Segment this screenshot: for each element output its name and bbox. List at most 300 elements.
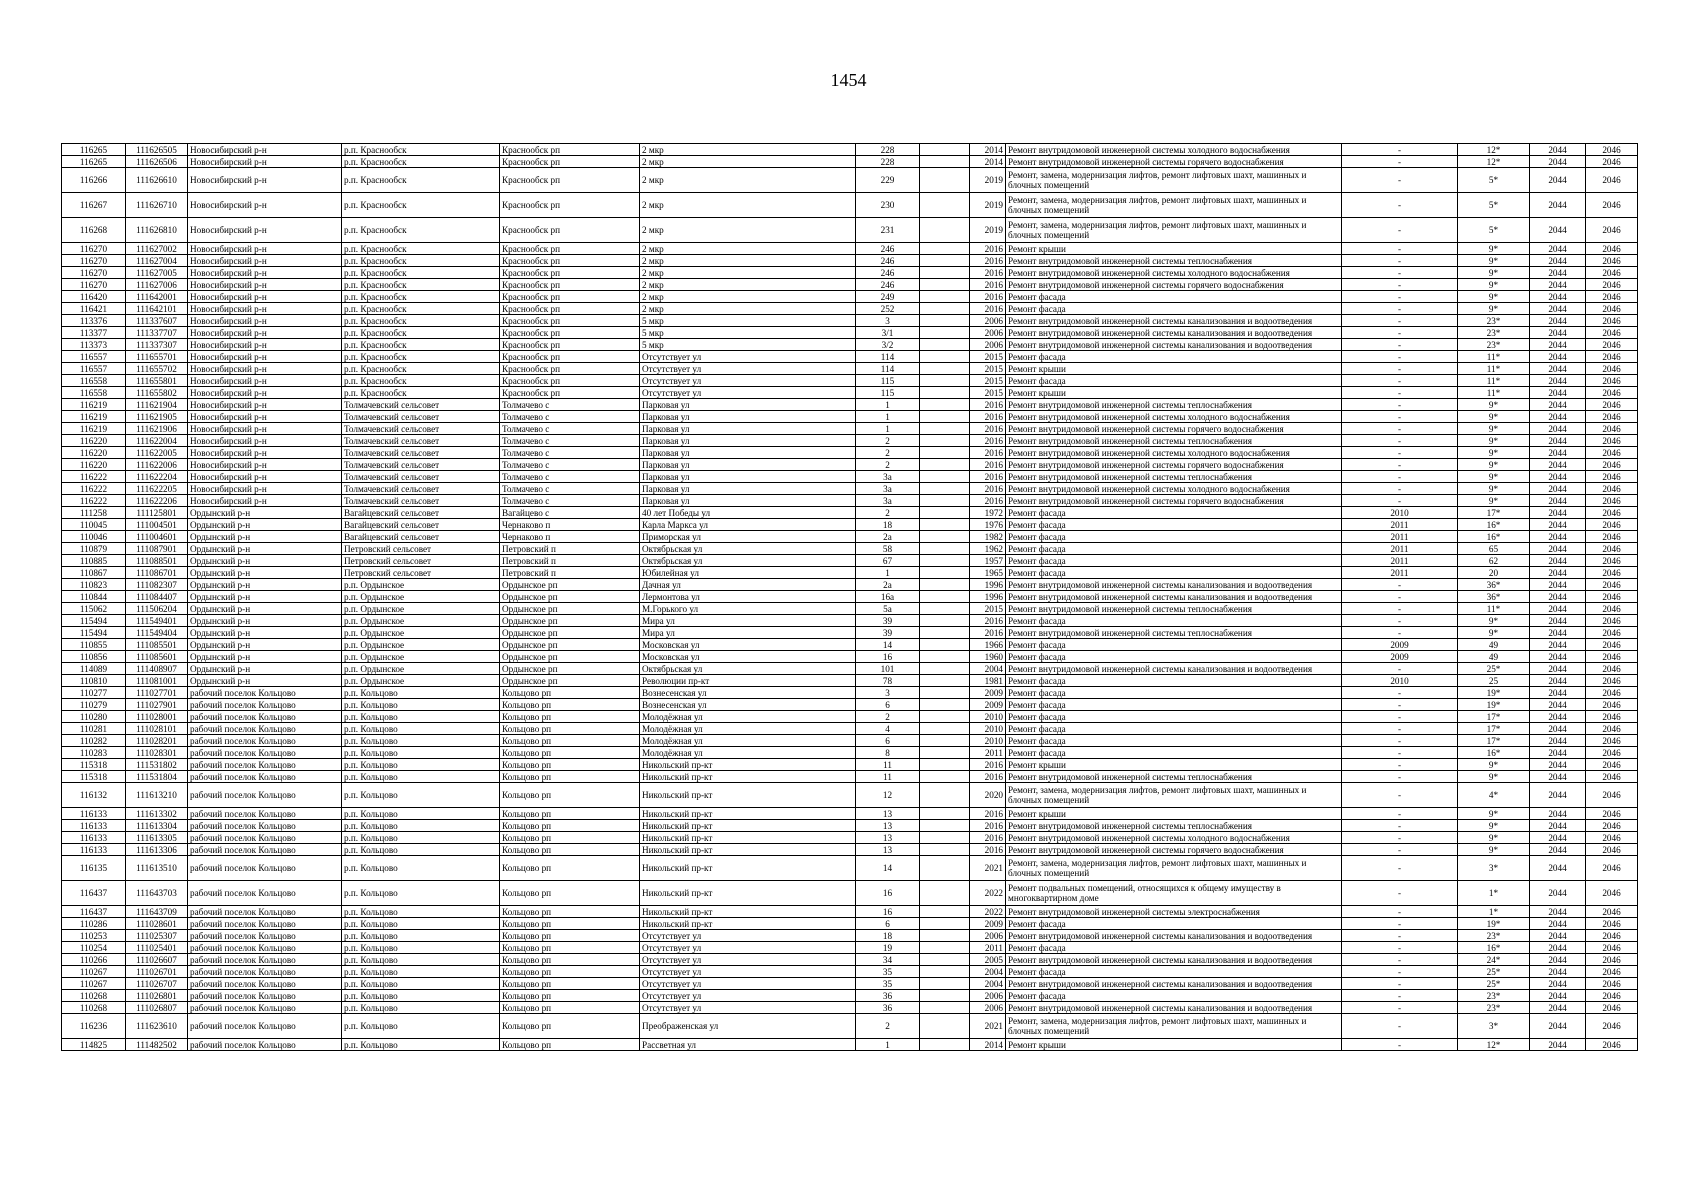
wear-cell: 16* [1458,942,1530,954]
house-number-cell: 3/1 [856,327,920,339]
building-cell [920,651,970,663]
municipality-cell: р.п. Краснообск [342,363,500,375]
district-cell: рабочий поселок Кольцово [188,966,342,978]
wear-cell: 3* [1458,1014,1530,1039]
municipality-cell: Вагайцевский сельсовет [342,507,500,519]
street-cell: Никольский пр-кт [640,771,856,783]
end-year-cell: 2046 [1586,699,1638,711]
street-cell: 2 мкр [640,168,856,193]
settlement-cell: Кольцово рп [500,771,640,783]
municipality-cell: р.п. Ордынское [342,627,500,639]
year-cell: 2004 [970,663,1006,675]
end-year-cell: 2046 [1586,435,1638,447]
year-cell: 2016 [970,423,1006,435]
year-cell: 2016 [970,771,1006,783]
end-year-cell: 2046 [1586,363,1638,375]
element-id-cell: 111086701 [126,567,188,579]
work-type-cell: Ремонт внутридомовой инженерной системы канализования и водоотведения [1006,591,1342,603]
building-cell [920,906,970,918]
municipality-cell: р.п. Кольцово [342,699,500,711]
street-cell: 5 мкр [640,339,856,351]
settlement-cell: Кольцово рп [500,747,640,759]
building-cell [920,832,970,844]
last-repair-year-cell: - [1342,615,1458,627]
end-year-cell: 2046 [1586,1014,1638,1039]
house-number-cell: 228 [856,144,920,156]
settlement-cell: Петровский п [500,543,640,555]
house-id-cell: 116265 [62,156,126,168]
municipality-cell: Толмачевский сельсовет [342,399,500,411]
house-id-cell: 115062 [62,603,126,615]
element-id-cell: 111622204 [126,471,188,483]
street-cell: Отсутствует ул [640,351,856,363]
settlement-cell: Кольцово рп [500,930,640,942]
house-id-cell: 116219 [62,399,126,411]
table-row [62,1014,1638,1039]
building-cell [920,243,970,255]
house-id-cell: 116437 [62,906,126,918]
last-repair-year-cell: - [1342,627,1458,639]
start-year-cell: 2044 [1530,1002,1586,1014]
house-number-cell: 19 [856,942,920,954]
work-type-cell: Ремонт внутридомовой инженерной системы горячего водоснабжения [1006,459,1342,471]
year-cell: 2016 [970,435,1006,447]
municipality-cell: р.п. Кольцово [342,771,500,783]
year-cell: 2015 [970,387,1006,399]
building-cell [920,978,970,990]
element-id-cell: 111081001 [126,675,188,687]
year-cell: 1981 [970,675,1006,687]
house-number-cell: 115 [856,375,920,387]
end-year-cell: 2046 [1586,918,1638,930]
municipality-cell: р.п. Краснообск [342,339,500,351]
district-cell: Новосибирский р-н [188,327,342,339]
house-number-cell: 228 [856,156,920,168]
end-year-cell: 2046 [1586,471,1638,483]
settlement-cell: Кольцово рп [500,906,640,918]
municipality-cell: Толмачевский сельсовет [342,435,500,447]
house-number-cell: 78 [856,675,920,687]
settlement-cell: Краснообск рп [500,327,640,339]
work-type-cell: Ремонт внутридомовой инженерной системы горячего водоснабжения [1006,844,1342,856]
work-type-cell: Ремонт фасада [1006,942,1342,954]
end-year-cell: 2046 [1586,193,1638,218]
end-year-cell: 2046 [1586,168,1638,193]
start-year-cell: 2044 [1530,687,1586,699]
last-repair-year-cell: - [1342,930,1458,942]
end-year-cell: 2046 [1586,832,1638,844]
work-type-cell: Ремонт внутридомовой инженерной системы канализования и водоотведения [1006,579,1342,591]
element-id-cell: 111026807 [126,1002,188,1014]
building-cell [920,507,970,519]
street-cell: Отсутствует ул [640,990,856,1002]
start-year-cell: 2044 [1530,243,1586,255]
district-cell: Новосибирский р-н [188,471,342,483]
house-id-cell: 110279 [62,699,126,711]
last-repair-year-cell: - [1342,881,1458,906]
last-repair-year-cell: - [1342,459,1458,471]
table-row [62,699,1638,711]
start-year-cell: 2044 [1530,483,1586,495]
district-cell: Ордынский р-н [188,627,342,639]
house-number-cell: 14 [856,639,920,651]
last-repair-year-cell: - [1342,711,1458,723]
last-repair-year-cell: 2010 [1342,507,1458,519]
settlement-cell: Краснообск рп [500,144,640,156]
start-year-cell: 2044 [1530,699,1586,711]
district-cell: Новосибирский р-н [188,495,342,507]
building-cell [920,990,970,1002]
end-year-cell: 2046 [1586,603,1638,615]
house-id-cell: 116270 [62,267,126,279]
street-cell: Московская ул [640,651,856,663]
building-cell [920,291,970,303]
start-year-cell: 2044 [1530,639,1586,651]
table-body [62,144,1638,1051]
street-cell: 2 мкр [640,144,856,156]
street-cell: Парковая ул [640,459,856,471]
end-year-cell: 2046 [1586,327,1638,339]
district-cell: Ордынский р-н [188,651,342,663]
start-year-cell: 2044 [1530,567,1586,579]
district-cell: Новосибирский р-н [188,375,342,387]
table-row [62,435,1638,447]
last-repair-year-cell: - [1342,747,1458,759]
table-row [62,711,1638,723]
table-row [62,723,1638,735]
element-id-cell: 111655701 [126,351,188,363]
municipality-cell: р.п. Ордынское [342,615,500,627]
house-number-cell: 230 [856,193,920,218]
settlement-cell: Кольцово рп [500,844,640,856]
house-id-cell: 110280 [62,711,126,723]
municipality-cell: р.п. Кольцово [342,856,500,881]
house-number-cell: 2 [856,711,920,723]
district-cell: Новосибирский р-н [188,218,342,243]
building-cell [920,1039,970,1051]
element-id-cell: 111643703 [126,881,188,906]
wear-cell: 9* [1458,627,1530,639]
element-id-cell: 111627006 [126,279,188,291]
start-year-cell: 2044 [1530,579,1586,591]
building-cell [920,723,970,735]
house-number-cell: 58 [856,543,920,555]
work-type-cell: Ремонт фасада [1006,675,1342,687]
table-row [62,918,1638,930]
table-row [62,519,1638,531]
table-row [62,543,1638,555]
settlement-cell: Кольцово рп [500,978,640,990]
district-cell: рабочий поселок Кольцово [188,699,342,711]
work-type-cell: Ремонт фасада [1006,555,1342,567]
municipality-cell: р.п. Кольцово [342,759,500,771]
wear-cell: 16* [1458,531,1530,543]
element-id-cell: 111085501 [126,639,188,651]
wear-cell: 17* [1458,711,1530,723]
last-repair-year-cell: - [1342,243,1458,255]
building-cell [920,856,970,881]
table-row [62,856,1638,881]
element-id-cell: 111621904 [126,399,188,411]
end-year-cell: 2046 [1586,555,1638,567]
house-id-cell: 116132 [62,783,126,808]
street-cell: Отсутствует ул [640,363,856,375]
municipality-cell: Петровский сельсовет [342,555,500,567]
settlement-cell: Краснообск рп [500,315,640,327]
district-cell: Новосибирский р-н [188,168,342,193]
last-repair-year-cell: - [1342,495,1458,507]
house-id-cell: 116558 [62,387,126,399]
settlement-cell: Ордынское рп [500,579,640,591]
last-repair-year-cell: - [1342,832,1458,844]
municipality-cell: р.п. Кольцово [342,906,500,918]
table-row [62,255,1638,267]
building-cell [920,447,970,459]
work-type-cell: Ремонт фасада [1006,303,1342,315]
district-cell: рабочий поселок Кольцово [188,747,342,759]
end-year-cell: 2046 [1586,156,1638,168]
element-id-cell: 111626506 [126,156,188,168]
district-cell: Ордынский р-н [188,663,342,675]
building-cell [920,942,970,954]
house-number-cell: 252 [856,303,920,315]
end-year-cell: 2046 [1586,459,1638,471]
building-cell [920,675,970,687]
end-year-cell: 2046 [1586,291,1638,303]
year-cell: 2006 [970,990,1006,1002]
table-row [62,820,1638,832]
table-row [62,663,1638,675]
house-number-cell: 8 [856,747,920,759]
start-year-cell: 2044 [1530,1039,1586,1051]
district-cell: рабочий поселок Кольцово [188,844,342,856]
last-repair-year-cell: - [1342,844,1458,856]
house-id-cell: 110277 [62,687,126,699]
table-row [62,942,1638,954]
work-type-cell: Ремонт фасада [1006,519,1342,531]
building-cell [920,627,970,639]
element-id-cell: 111027701 [126,687,188,699]
start-year-cell: 2044 [1530,315,1586,327]
settlement-cell: Кольцово рп [500,1039,640,1051]
building-cell [920,687,970,699]
element-id-cell: 111088501 [126,555,188,567]
district-cell: рабочий поселок Кольцово [188,832,342,844]
house-id-cell: 110844 [62,591,126,603]
municipality-cell: Толмачевский сельсовет [342,447,500,459]
table-row [62,375,1638,387]
district-cell: рабочий поселок Кольцово [188,735,342,747]
house-number-cell: 246 [856,279,920,291]
wear-cell: 23* [1458,327,1530,339]
house-id-cell: 116420 [62,291,126,303]
work-type-cell: Ремонт фасада [1006,543,1342,555]
settlement-cell: Кольцово рп [500,881,640,906]
last-repair-year-cell: - [1342,399,1458,411]
element-id-cell: 111337307 [126,339,188,351]
street-cell: 2 мкр [640,279,856,291]
house-id-cell: 110855 [62,639,126,651]
last-repair-year-cell: 2009 [1342,639,1458,651]
house-id-cell: 110254 [62,942,126,954]
municipality-cell: р.п. Кольцово [342,966,500,978]
last-repair-year-cell: - [1342,291,1458,303]
house-id-cell: 111258 [62,507,126,519]
building-cell [920,591,970,603]
municipality-cell: Вагайцевский сельсовет [342,519,500,531]
element-id-cell: 111087901 [126,543,188,555]
last-repair-year-cell: - [1342,759,1458,771]
table-row [62,615,1638,627]
start-year-cell: 2044 [1530,399,1586,411]
last-repair-year-cell: - [1342,144,1458,156]
street-cell: Октябрьская ул [640,555,856,567]
district-cell: Новосибирский р-н [188,423,342,435]
table-row [62,279,1638,291]
district-cell: Ордынский р-н [188,675,342,687]
year-cell: 2010 [970,723,1006,735]
last-repair-year-cell: - [1342,990,1458,1002]
settlement-cell: Краснообск рп [500,267,640,279]
wear-cell: 23* [1458,990,1530,1002]
year-cell: 2016 [970,832,1006,844]
work-type-cell: Ремонт фасада [1006,918,1342,930]
work-type-cell: Ремонт, замена, модернизация лифтов, ремонт лифтовых шахт, машинных и блочных помещений [1006,1014,1342,1039]
house-id-cell: 113373 [62,339,126,351]
municipality-cell: Толмачевский сельсовет [342,459,500,471]
end-year-cell: 2046 [1586,1039,1638,1051]
work-type-cell: Ремонт внутридомовой инженерной системы теплоснабжения [1006,603,1342,615]
settlement-cell: Краснообск рп [500,291,640,303]
wear-cell: 23* [1458,930,1530,942]
building-cell [920,218,970,243]
work-type-cell: Ремонт внутридомовой инженерной системы канализования и водоотведения [1006,339,1342,351]
house-number-cell: 18 [856,930,920,942]
end-year-cell: 2046 [1586,531,1638,543]
wear-cell: 9* [1458,411,1530,423]
settlement-cell: Чернаково п [500,531,640,543]
settlement-cell: Ордынское рп [500,663,640,675]
district-cell: Ордынский р-н [188,615,342,627]
house-number-cell: 3/2 [856,339,920,351]
page-number: 1454 [830,70,867,90]
wear-cell: 9* [1458,291,1530,303]
end-year-cell: 2046 [1586,243,1638,255]
street-cell: Рассветная ул [640,1039,856,1051]
wear-cell: 12* [1458,1039,1530,1051]
table-row [62,687,1638,699]
settlement-cell: Краснообск рп [500,218,640,243]
house-number-cell: 1 [856,399,920,411]
wear-cell: 9* [1458,303,1530,315]
last-repair-year-cell: 2011 [1342,567,1458,579]
wear-cell: 24* [1458,954,1530,966]
year-cell: 2016 [970,411,1006,423]
district-cell: Ордынский р-н [188,531,342,543]
year-cell: 2016 [970,459,1006,471]
settlement-cell: Толмачево с [500,435,640,447]
wear-cell: 11* [1458,387,1530,399]
start-year-cell: 2044 [1530,759,1586,771]
table-row [62,759,1638,771]
street-cell: Никольский пр-кт [640,844,856,856]
building-cell [920,735,970,747]
street-cell: Отсутствует ул [640,942,856,954]
work-type-cell: Ремонт фасада [1006,687,1342,699]
table-row [62,387,1638,399]
work-type-cell: Ремонт внутридомовой инженерной системы холодного водоснабжения [1006,832,1342,844]
street-cell: Никольский пр-кт [640,759,856,771]
street-cell: Парковая ул [640,423,856,435]
street-cell: Никольский пр-кт [640,918,856,930]
house-number-cell: 39 [856,615,920,627]
work-type-cell: Ремонт внутридомовой инженерной системы канализования и водоотведения [1006,1002,1342,1014]
last-repair-year-cell: - [1342,447,1458,459]
building-cell [920,639,970,651]
wear-cell: 9* [1458,759,1530,771]
municipality-cell: р.п. Ордынское [342,579,500,591]
end-year-cell: 2046 [1586,579,1638,591]
house-id-cell: 110268 [62,990,126,1002]
wear-cell: 11* [1458,351,1530,363]
element-id-cell: 111026707 [126,978,188,990]
municipality-cell: р.п. Краснообск [342,193,500,218]
start-year-cell: 2044 [1530,279,1586,291]
start-year-cell: 2044 [1530,1014,1586,1039]
district-cell: Новосибирский р-н [188,351,342,363]
wear-cell: 9* [1458,615,1530,627]
district-cell: рабочий поселок Кольцово [188,820,342,832]
street-cell: Дачная ул [640,579,856,591]
last-repair-year-cell: - [1342,339,1458,351]
end-year-cell: 2046 [1586,966,1638,978]
end-year-cell: 2046 [1586,315,1638,327]
house-number-cell: 36 [856,1002,920,1014]
district-cell: рабочий поселок Кольцово [188,881,342,906]
end-year-cell: 2046 [1586,507,1638,519]
element-id-cell: 111626505 [126,144,188,156]
street-cell: Революции пр-кт [640,675,856,687]
start-year-cell: 2044 [1530,856,1586,881]
last-repair-year-cell: - [1342,954,1458,966]
district-cell: Новосибирский р-н [188,339,342,351]
element-id-cell: 111613304 [126,820,188,832]
year-cell: 2011 [970,747,1006,759]
end-year-cell: 2046 [1586,1002,1638,1014]
street-cell: Вознесенская ул [640,699,856,711]
year-cell: 1982 [970,531,1006,543]
street-cell: 2 мкр [640,291,856,303]
building-cell [920,435,970,447]
year-cell: 2010 [970,711,1006,723]
district-cell: Новосибирский р-н [188,315,342,327]
municipality-cell: р.п. Краснообск [342,168,500,193]
start-year-cell: 2044 [1530,495,1586,507]
municipality-cell: р.п. Ордынское [342,603,500,615]
table-row [62,990,1638,1002]
start-year-cell: 2044 [1530,615,1586,627]
settlement-cell: Кольцово рп [500,942,640,954]
element-id-cell: 111627002 [126,243,188,255]
start-year-cell: 2044 [1530,771,1586,783]
repair-schedule-table [61,143,1638,1051]
table-row [62,218,1638,243]
wear-cell: 17* [1458,507,1530,519]
house-number-cell: 2а [856,579,920,591]
start-year-cell: 2044 [1530,930,1586,942]
district-cell: Ордынский р-н [188,507,342,519]
end-year-cell: 2046 [1586,591,1638,603]
